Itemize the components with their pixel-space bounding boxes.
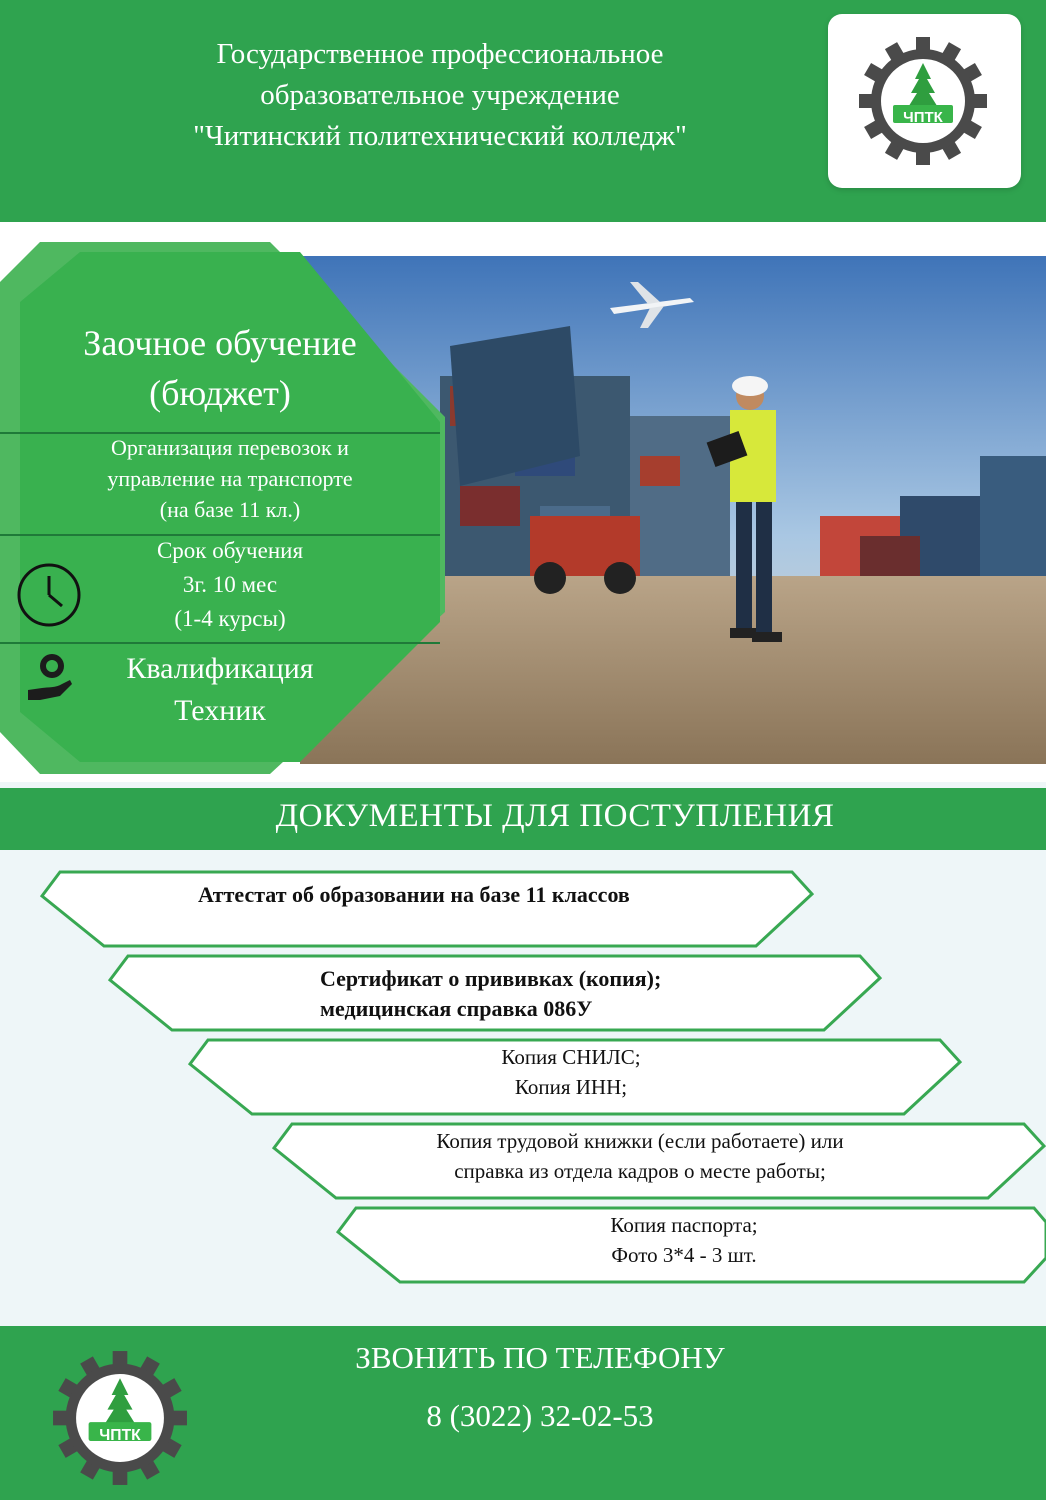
logo-card — [828, 14, 1021, 188]
phone-number[interactable]: 8 (3022) 32-02-53 — [426, 1398, 654, 1433]
document-item-line1: Копия трудовой книжки (если работаете) или — [436, 1129, 844, 1153]
document-item-line2: медицинская справка 086У — [320, 996, 593, 1021]
documents-title: ДОКУМЕНТЫ ДЛЯ ПОСТУПЛЕНИЯ — [275, 798, 835, 834]
call-label: ЗВОНИТЬ ПО ТЕЛЕФОНУ — [355, 1340, 725, 1375]
document-item-text — [320, 964, 661, 1024]
footer-band — [0, 1326, 1046, 1500]
document-item — [106, 954, 882, 1034]
document-item-line2: Фото 3*4 - 3 шт. — [611, 1243, 757, 1267]
document-item-line1: Аттестат об образовании на базе 11 классов — [198, 882, 630, 907]
document-item-text — [198, 880, 630, 910]
divider — [0, 642, 440, 644]
document-item-line2: справка из отдела кадров о месте работы; — [454, 1159, 826, 1183]
program-name — [0, 432, 440, 525]
institution-title-line1: Государственное профессиональное — [216, 38, 664, 70]
duration-line3: (1-4 курсы) — [174, 606, 286, 631]
study-duration — [0, 534, 440, 636]
program-info-panel — [0, 242, 445, 774]
document-item-line1: Копия паспорта; — [610, 1213, 758, 1237]
document-item — [186, 1038, 962, 1118]
study-mode-line1: Заочное обучение — [83, 323, 357, 363]
college-logo-icon — [52, 1350, 188, 1486]
document-item — [334, 1206, 1046, 1286]
document-item-line1: Сертификат о прививках (копия); — [320, 966, 662, 991]
study-mode — [0, 318, 440, 418]
document-item — [38, 870, 814, 950]
study-mode-line2: (бюджет) — [149, 373, 291, 413]
logo-text: ЧПТК — [99, 1426, 141, 1444]
logo-text: ЧПТК — [903, 109, 943, 126]
document-item-line1: Копия СНИЛС; — [501, 1045, 641, 1069]
document-item — [270, 1122, 1046, 1202]
institution-title — [120, 34, 760, 157]
documents-band — [0, 788, 1046, 850]
header-band — [0, 0, 1046, 222]
institution-title-line3: "Читинский политехнический колледж" — [193, 120, 687, 152]
document-item-text — [406, 1042, 736, 1102]
document-item-text — [584, 1210, 784, 1270]
document-item-text — [380, 1126, 900, 1186]
program-line3: (на базе 11 кл.) — [159, 497, 301, 522]
document-item-line2: Копия ИНН; — [514, 1075, 628, 1099]
duration-line2: 3г. 10 мес — [182, 572, 278, 597]
program-line2: управление на транспорте — [107, 466, 353, 491]
program-line1: Организация перевозок и — [111, 435, 349, 460]
college-logo-icon — [858, 36, 988, 166]
institution-title-line2: образовательное учреждение — [260, 79, 620, 111]
hero-section — [0, 222, 1046, 782]
qualification-line1: Квалификация — [126, 652, 314, 685]
duration-line1: Срок обучения — [156, 538, 304, 563]
qualification — [0, 648, 440, 732]
qualification-line2: Техник — [174, 694, 266, 727]
